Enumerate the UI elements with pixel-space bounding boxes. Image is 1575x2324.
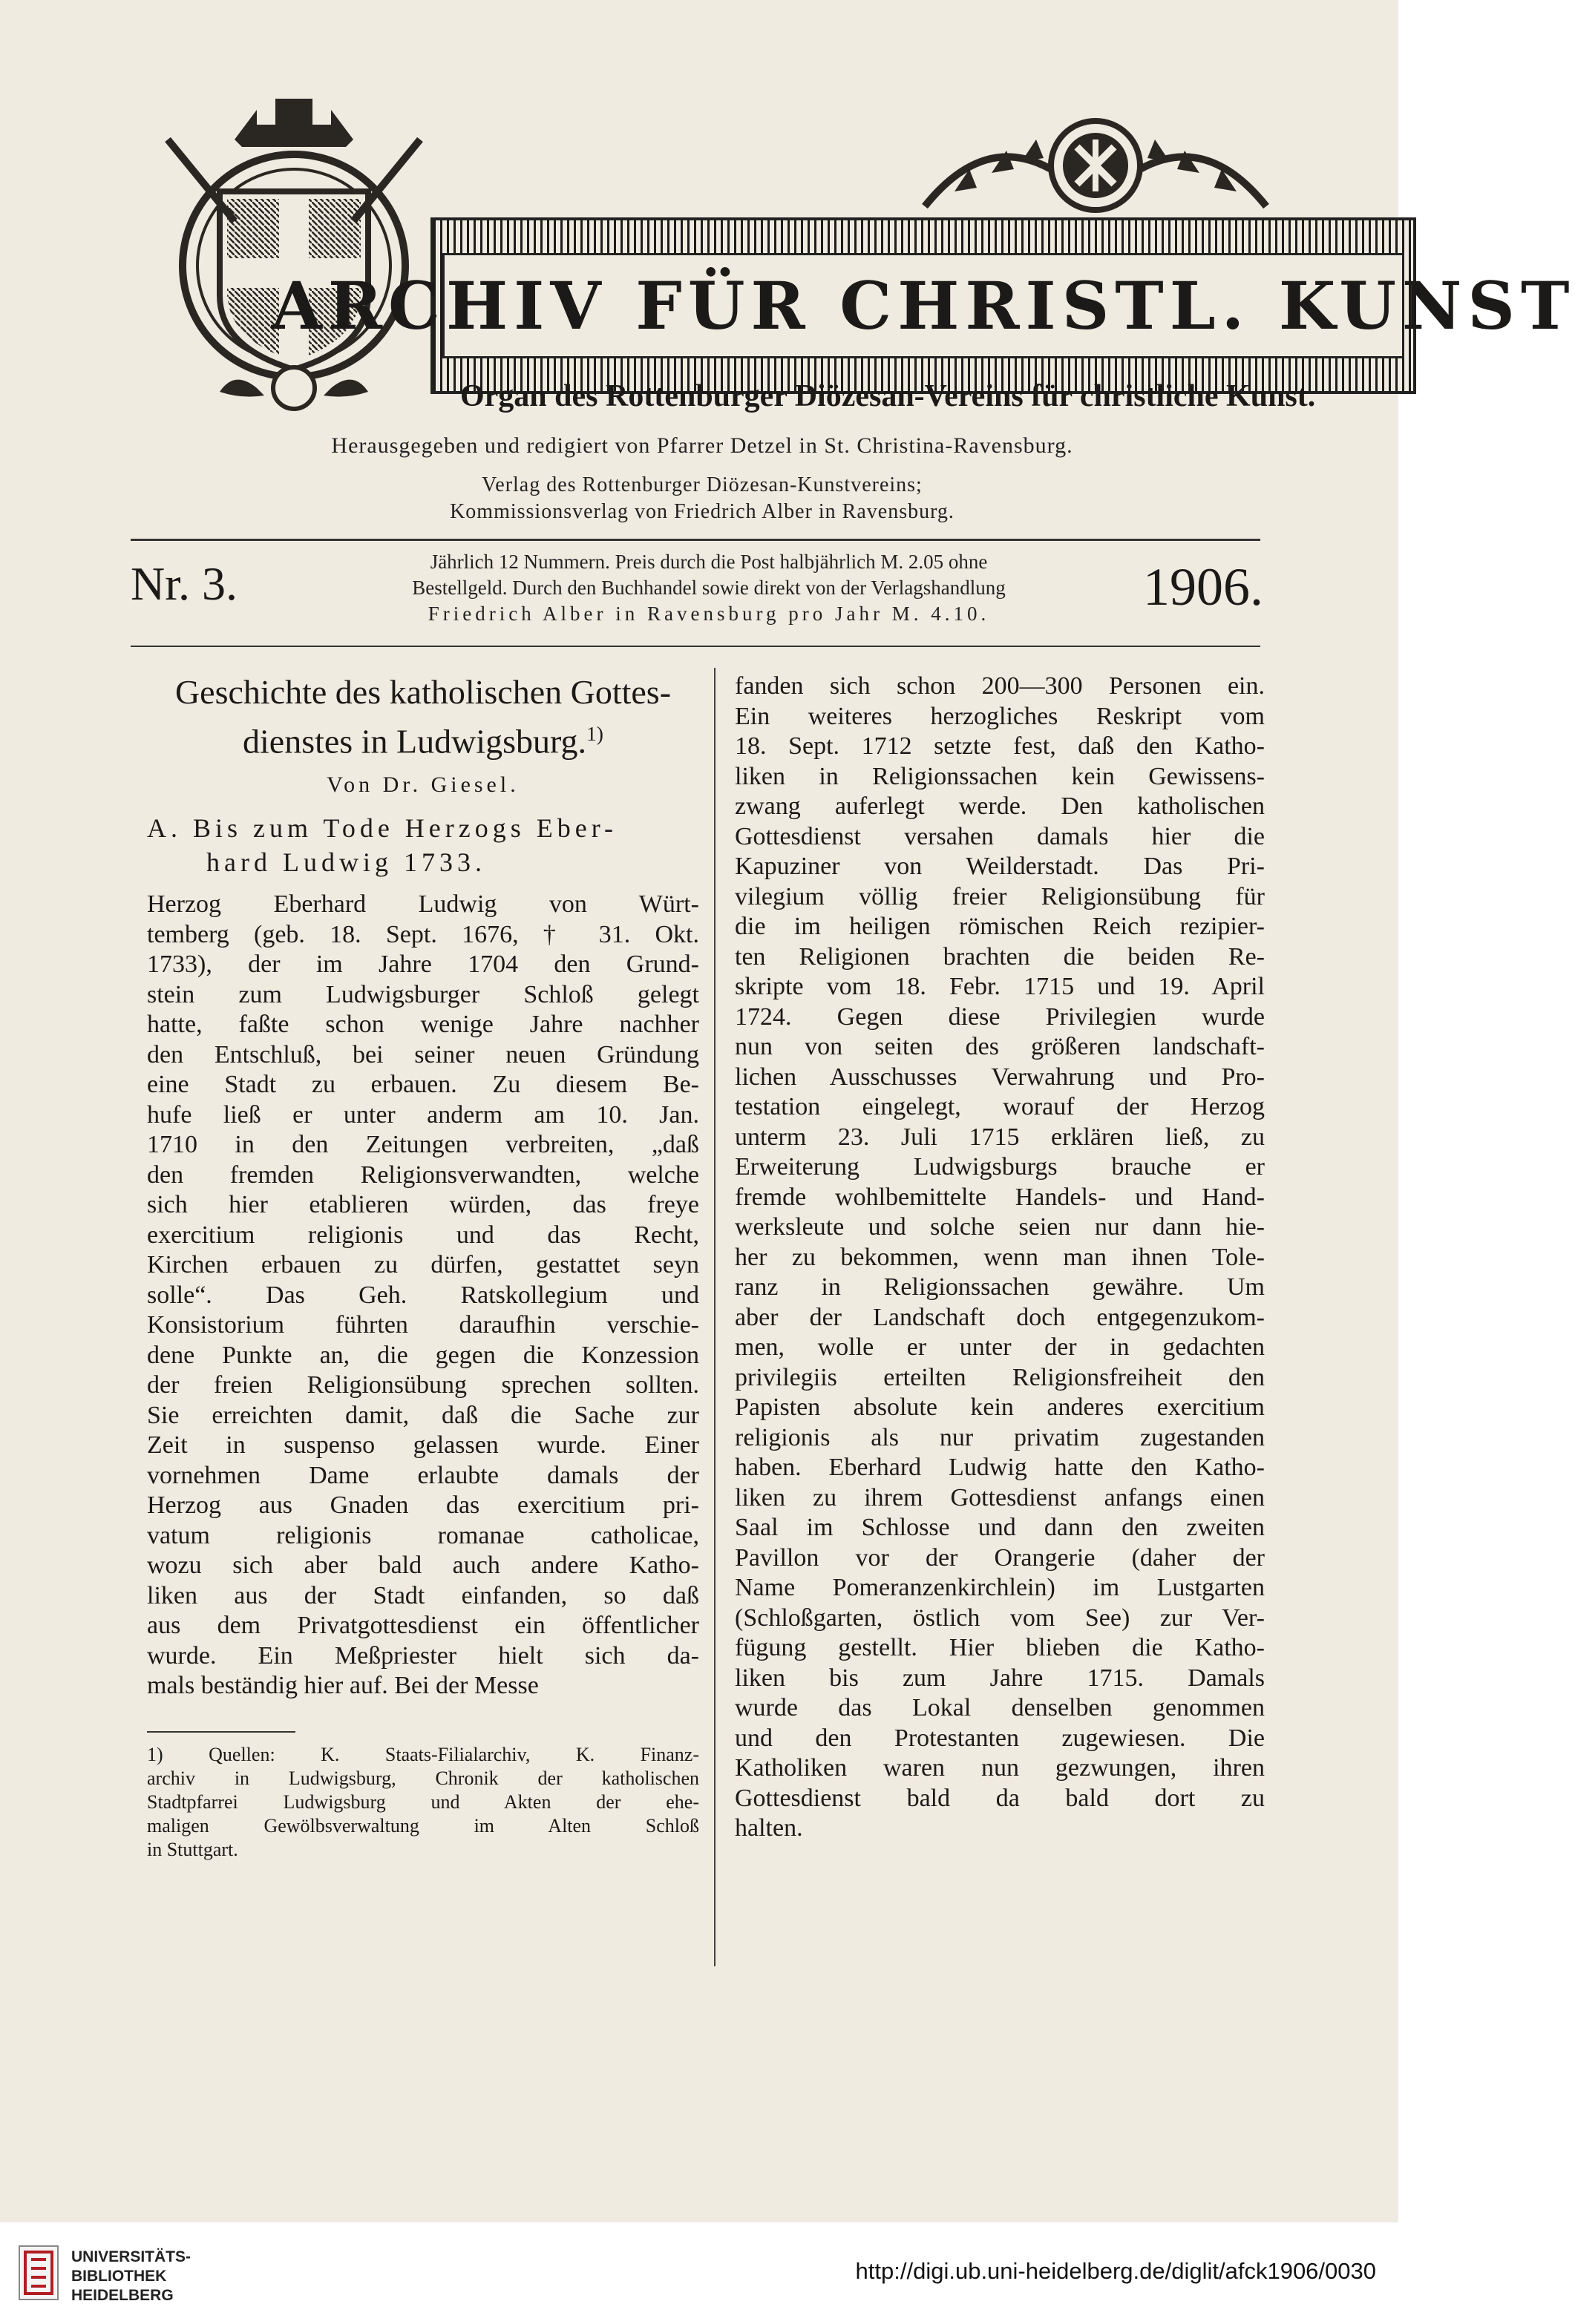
column-divider xyxy=(714,668,716,1966)
publisher-line-2: Kommissionsverlag von Friedrich Alber in Ravensburg. xyxy=(450,500,955,523)
article-title: Geschichte des katholischen Gottes- dienstes in Ludwigsburg.$^{1)}$ xyxy=(174,673,672,761)
body-text-line: dene Punkte an, die gegen die Konzession xyxy=(147,1341,699,1369)
body-text-line: vatum religionis romanae catholicae, xyxy=(147,1521,699,1549)
masthead xyxy=(131,95,1575,414)
body-text-line: Sie erreichten damit, daß die Sache zur xyxy=(147,1401,699,1429)
body-text-line: stein zum Ludwigsburger Schloß gelegt xyxy=(147,980,699,1008)
body-text-line: 1724. Gegen diese Privilegien wurde xyxy=(735,1002,1265,1031)
body-text-line: der freien Religionsübung sprechen sollten. xyxy=(147,1371,699,1399)
body-text-line: testation eingelegt, worauf der Herzog xyxy=(735,1093,1265,1120)
body-text-line: liken bis zum Jahre 1715. Damals xyxy=(735,1664,1265,1692)
body-text-line: wozu sich aber bald auch andere Katho- xyxy=(147,1552,699,1580)
body-text-line: fügung gestellt. Hier blieben die Katho- xyxy=(735,1634,1265,1661)
masthead-divider-bottom xyxy=(131,646,1260,647)
body-text-line: lichen Ausschusses Verwahrung und Pro- xyxy=(735,1063,1265,1091)
body-text-line: Saal im Schlosse und dann den zweiten xyxy=(735,1514,1265,1541)
footnote-line: maligen Gewölbsverwaltung im Alten Schloß xyxy=(147,1814,699,1836)
subscription-info xyxy=(289,549,1128,627)
publisher-line-1: Verlag des Rottenburger Diözesan-Kunstvereins; xyxy=(482,473,923,496)
body-text-line: (Schloßgarten, östlich vom See) zur Ver- xyxy=(735,1604,1265,1632)
body-text-line: vilegium völlig freier Religionsübung für xyxy=(735,882,1265,910)
body-text-line: Herzog aus Gnaden das exercitium pri- xyxy=(147,1491,699,1520)
university-library-logo xyxy=(18,2245,59,2301)
body-text-line: Ein weiteres herzogliches Reskript vom xyxy=(735,702,1265,730)
editor-line: Herausgegeben und redigiert von Pfarrer Detzel in St. Christina-Ravensburg. xyxy=(331,433,1073,458)
body-text-line: hufe ließ er unter anderm am 10. Jan. xyxy=(147,1100,699,1129)
body-text-line: 18. Sept. 1712 setzte fest, daß den Katho- xyxy=(735,732,1265,760)
section-heading: A. Bis zum Tode Herzogs Eber- hard Ludwig 1733. xyxy=(147,813,618,878)
footnote-line: in Stuttgart. xyxy=(147,1838,238,1860)
issue-number: Nr. 3. xyxy=(131,557,238,610)
chi-rho-wreath-emblem xyxy=(910,110,1281,221)
body-text-line: solle“. Das Geh. Ratskollegium und xyxy=(147,1281,699,1309)
body-text-line: haben. Eberhard Ludwig hatte den Katho- xyxy=(735,1454,1265,1481)
body-text-line: werksleute und solche seien nur dann hie- xyxy=(735,1213,1265,1241)
body-text-line: den Entschluß, bei seiner neuen Gründung xyxy=(147,1040,699,1069)
body-text-line: exercitium religionis und das Recht, xyxy=(147,1221,699,1249)
body-text-line: die im heiligen römischen Reich rezipier- xyxy=(735,913,1265,940)
right-body-text xyxy=(735,672,1265,1844)
library-name: UNIVERSITÄTS- BIBLIOTHEK HEIDELBERG xyxy=(71,2248,191,2304)
body-text-line: ranz in Religionssachen gewähre. Um xyxy=(735,1273,1265,1301)
footnote-divider xyxy=(147,1731,295,1733)
body-text-line: liken zu ihrem Gottesdienst anfangs einen xyxy=(735,1483,1265,1511)
body-text-line: wurde das Lokal denselben genommen xyxy=(735,1694,1265,1721)
body-text-line: 1733), der im Jahre 1704 den Grund- xyxy=(147,951,699,979)
issue-year: 1906. xyxy=(1143,557,1263,617)
body-text-line: sich hier etablieren würden, das freye xyxy=(147,1191,699,1219)
body-text-line: Gottesdienst versahen damals hier die xyxy=(735,822,1265,850)
body-text-line: Herzog Eberhard Ludwig von Würt- xyxy=(147,890,699,919)
body-text-line: vornehmen Dame erlaubte damals der xyxy=(147,1461,699,1489)
footnote-line: Stadtpfarrei Ludwigsburg und Akten der ehe- xyxy=(147,1790,699,1813)
body-text-line: hatte, faßte schon wenige Jahre nachher xyxy=(147,1011,699,1039)
body-text-line: aus dem Privatgottesdienst ein öffentlicher xyxy=(147,1612,699,1640)
organ-subtitle: Organ des Rottenburger Diözesan-Vereins für christliche Kunst. xyxy=(460,379,1316,413)
body-text-line: Papisten absolute kein anderes exercitium xyxy=(735,1394,1265,1421)
journal-title-banner xyxy=(271,217,1575,394)
body-text-line: eine Stadt zu erbauen. Zu diesem Be- xyxy=(147,1071,699,1099)
body-text-line: den fremden Religionsverwandten, welche xyxy=(147,1161,699,1189)
body-text-line: wurde. Ein Meßpriester hielt sich da- xyxy=(147,1641,699,1670)
body-text-line: fremde wohlbemittelte Handels- und Hand- xyxy=(735,1183,1265,1211)
body-text-line: aber der Landschaft doch entgegenzukom- xyxy=(735,1303,1265,1331)
article-byline: Von Dr. Giesel. xyxy=(327,772,520,798)
footnote-marker: 1) xyxy=(586,722,603,745)
body-text-line: Kapuziner von Weilderstadt. Das Pri- xyxy=(735,853,1265,880)
body-text-line: skripte vom 18. Febr. 1715 und 19. April xyxy=(735,973,1265,1000)
footnote-line: 1) Quellen: K. Staats-Filialarchiv, K. Finanz- xyxy=(147,1743,699,1765)
body-text-line: fanden sich schon 200—300 Personen ein. xyxy=(735,672,1265,700)
body-text-line: Konsistorium führten daraufhin verschie- xyxy=(147,1311,699,1339)
body-text-line: ten Religionen brachten die beiden Re- xyxy=(735,942,1265,971)
body-text-line: her zu bekommen, wenn man ihnen Tole- xyxy=(735,1243,1265,1271)
body-text-line: 1710 in den Zeitungen verbreiten, „daß xyxy=(147,1131,699,1159)
body-text-line: unterm 23. Juli 1715 erklären ließ, zu xyxy=(735,1123,1265,1151)
left-body-text xyxy=(147,890,699,1701)
right-column xyxy=(735,672,1265,1844)
body-text-line: liken in Religionssachen kein Gewissens- xyxy=(735,762,1265,790)
subscription-line: Friedrich Alber in Ravensburg pro Jahr M. 4.10. xyxy=(428,603,990,625)
body-text-line: Kirchen erbauen zu dürfen, gestattet seyn xyxy=(147,1251,699,1279)
journal-title: ARCHIV FÜR CHRISTL. KUNST xyxy=(271,267,1575,344)
body-text-line: Pavillon vor der Orangerie (daher der xyxy=(735,1543,1265,1572)
body-text-line: Name Pomeranzenkirchlein) im Lustgarten xyxy=(735,1574,1265,1601)
body-text-line: zwang auferlegt werde. Den katholischen xyxy=(735,792,1265,820)
body-text-line: privilegiis erteilten Religionsfreiheit den xyxy=(735,1363,1265,1391)
body-text-line: temberg (geb. 18. Sept. 1676, † 31. Okt. xyxy=(147,920,699,948)
masthead-divider-top xyxy=(131,539,1260,541)
body-text-line: liken aus der Stadt einfanden, so daß xyxy=(147,1581,699,1609)
body-text-line: und den Protestanten zugewiesen. Die xyxy=(735,1724,1265,1752)
coat-of-arms-emblem xyxy=(145,95,442,414)
source-url-link[interactable]: http://digi.ub.uni-heidelberg.de/diglit/afck1906/0030 xyxy=(855,2258,1376,2284)
footnote-line: archiv in Ludwigsburg, Chronik der katholischen xyxy=(147,1767,699,1789)
body-text-line: mals beständig hier auf. Bei der Messe xyxy=(147,1672,539,1700)
body-text-line: Erweiterung Ludwigsburgs brauche er xyxy=(735,1153,1265,1181)
library-footer xyxy=(0,2222,1398,2324)
left-column xyxy=(147,672,699,1862)
body-text-line: Gottesdienst bald da bald dort zu xyxy=(735,1784,1265,1812)
body-text-line: halten. xyxy=(735,1814,803,1842)
body-text-line: men, wolle er unter der in gedachten xyxy=(735,1333,1265,1361)
body-text-line: Katholiken waren nun gezwungen, ihren xyxy=(735,1754,1265,1782)
footnote-text xyxy=(147,1743,699,1862)
body-text-line: Zeit in suspenso gelassen wurde. Einer xyxy=(147,1431,699,1460)
subscription-line: Bestellgeld. Durch den Buchhandel sowie direkt von der Verlagshandlung xyxy=(412,577,1006,599)
body-text-line: religionis als nur privatim zugestanden xyxy=(735,1423,1265,1451)
body-text-line: nun von seiten des größeren landschaft- xyxy=(735,1033,1265,1060)
subscription-line: Jährlich 12 Nummern. Preis durch die Post halbjährlich M. 2.05 ohne xyxy=(430,551,988,573)
